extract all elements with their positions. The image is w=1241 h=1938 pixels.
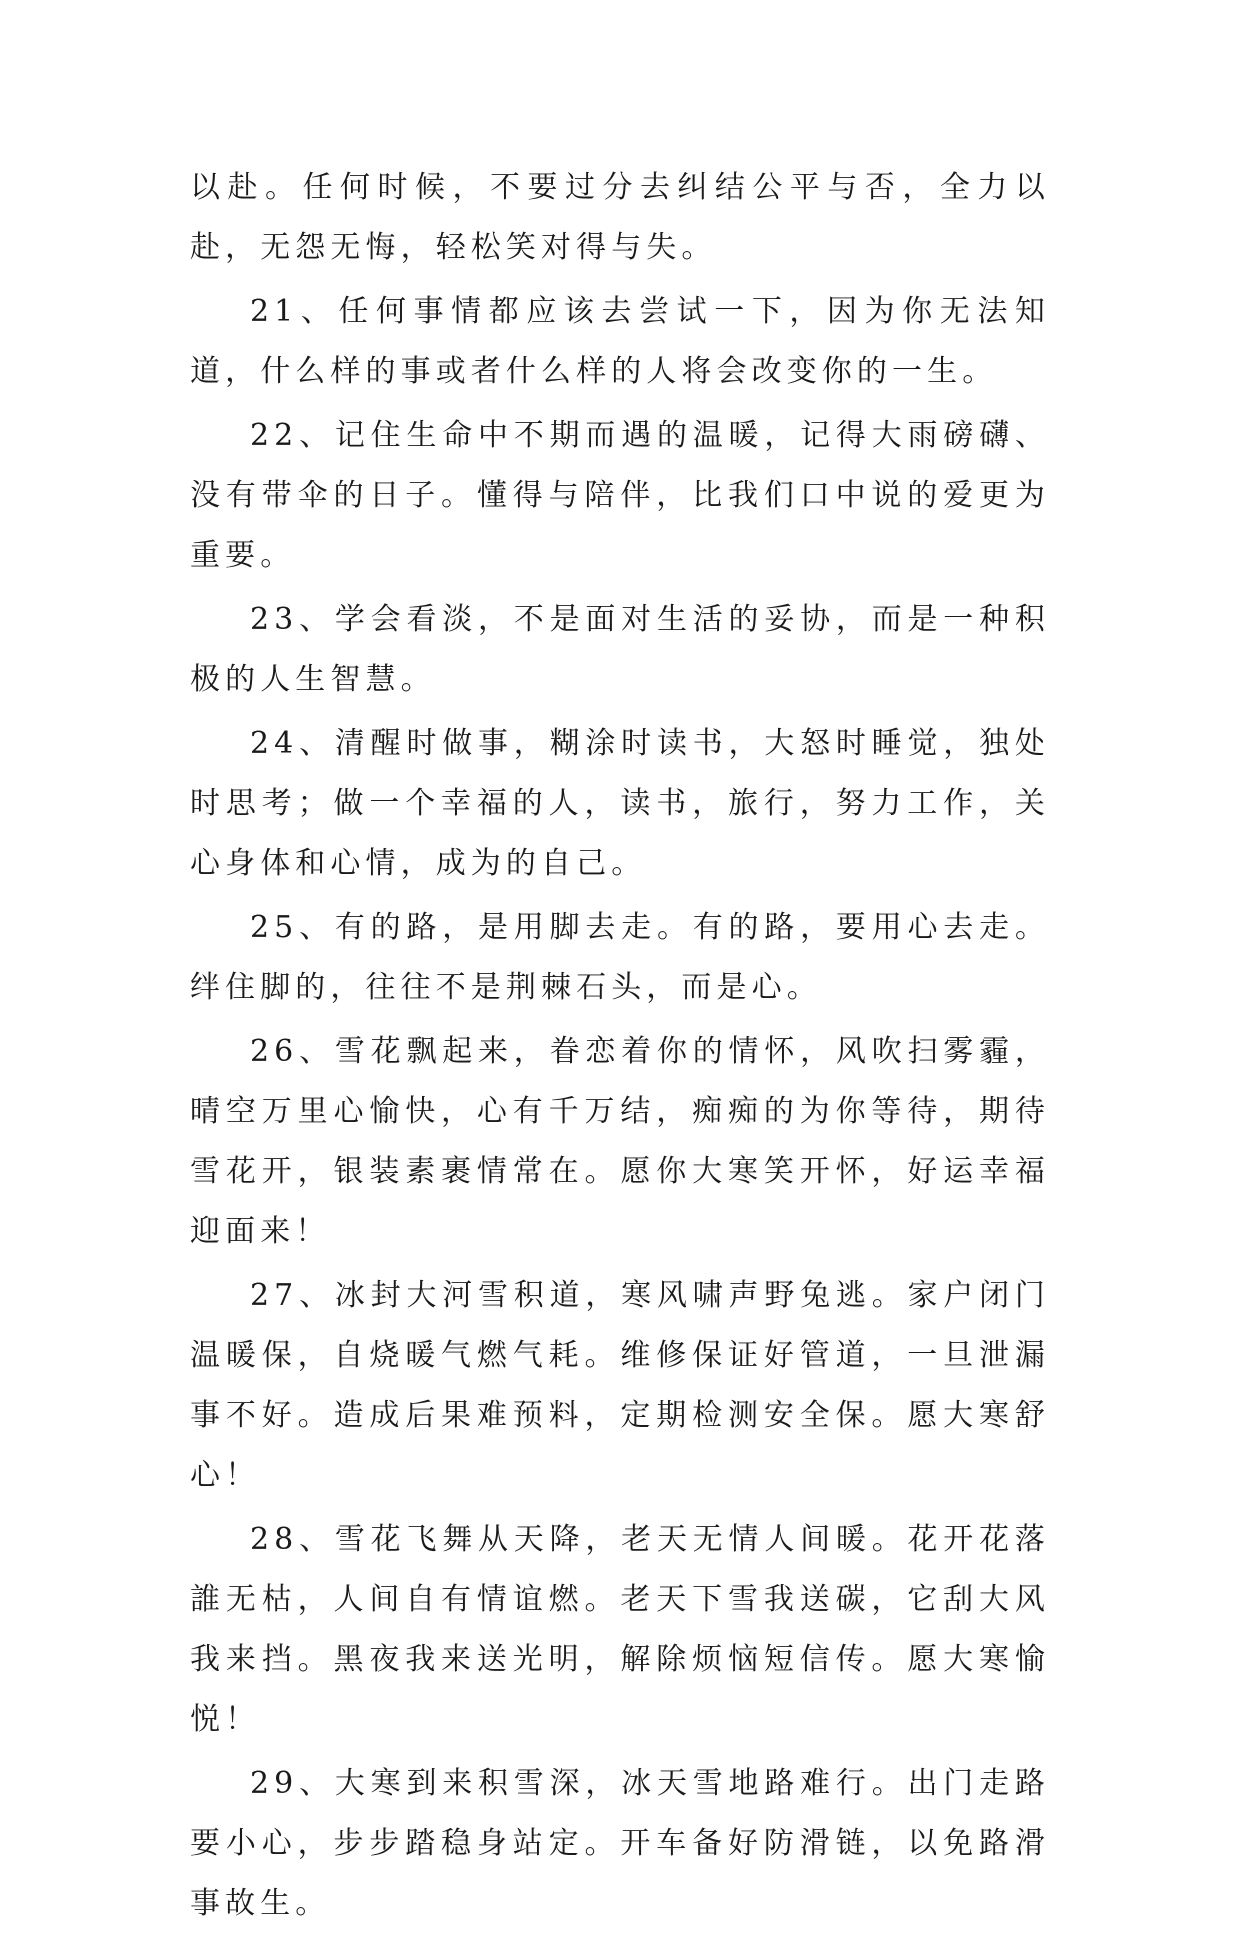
paragraph-29: 29、大寒到来积雪深，冰天雪地路难行。出门走路要小心，步步踏稳身站定。开车备好防滑链，以免路滑事故生。 [190, 1766, 1050, 1921]
paragraph-23: 23、学会看淡，不是面对生活的妥协，而是一种积极的人生智慧。 [190, 602, 1050, 697]
paragraph-22: 22、记住生命中不期而遇的温暖，记得大雨磅礴、没有带伞的日子。懂得与陪伴，比我们口中说的爱更为重要。 [190, 418, 1050, 573]
paragraph-27: 27、冰封大河雪积道，寒风啸声野兔逃。家户闭门温暖保，自烧暖气燃气耗。维修保证好管道，一旦泄漏事不好。造成后果难预料，定期检测安全保。愿大寒舒心！ [190, 1278, 1050, 1493]
paragraph-continuation: 以赴。任何时候，不要过分去纠结公平与否，全力以赴，无怨无悔，轻松笑对得与失。 [190, 170, 1050, 265]
paragraph-24: 24、清醒时做事，糊涂时读书，大怒时睡觉，独处时思考；做一个幸福的人，读书，旅行，努力工作，关心身体和心情，成为的自己。 [190, 726, 1050, 881]
document-body [190, 158, 1050, 1938]
paragraph-28: 28、雪花飞舞从天降，老天无情人间暖。花开花落誰无枯，人间自有情谊燃。老天下雪我送碳，它刮大风我来挡。黑夜我来送光明，解除烦恼短信传。愿大寒愉悦！ [190, 1522, 1050, 1737]
paragraph-26: 26、雪花飘起来，眷恋着你的情怀，风吹扫雾霾，晴空万里心愉快，心有千万结，痴痴的为你等待，期待雪花开，银装素裹情常在。愿你大寒笑开怀，好运幸福迎面来！ [190, 1034, 1050, 1249]
paragraph-21: 21、任何事情都应该去尝试一下，因为你无法知道，什么样的事或者什么样的人将会改变你的一生。 [190, 294, 1050, 389]
paragraph-25: 25、有的路，是用脚去走。有的路，要用心去走。绊住脚的，往往不是荆棘石头，而是心。 [190, 910, 1050, 1005]
